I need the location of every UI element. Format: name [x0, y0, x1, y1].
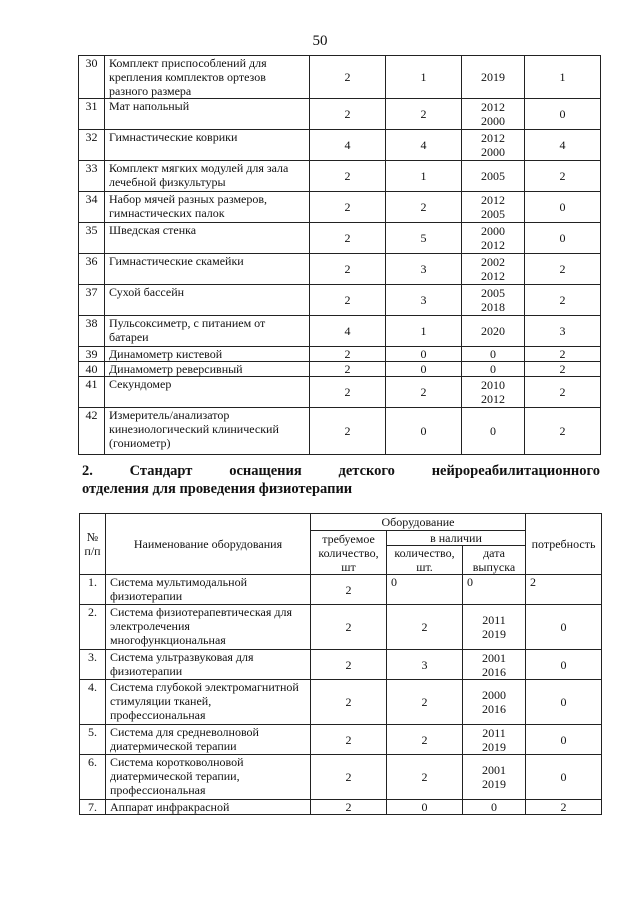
- release-year: 2000 2016: [463, 680, 526, 725]
- header-date: дата выпуска: [463, 546, 526, 575]
- row-number: 7.: [80, 800, 106, 815]
- release-year: 2002 2012: [462, 254, 525, 285]
- available-count: 0: [387, 800, 463, 815]
- need-count: 2: [525, 362, 601, 377]
- row-number: 42: [79, 408, 105, 455]
- need-count: 2: [525, 377, 601, 408]
- available-count: 0: [386, 408, 462, 455]
- row-number: 41: [79, 377, 105, 408]
- available-count: 2: [387, 605, 463, 650]
- equipment-name: Динамометр реверсивный: [105, 362, 310, 377]
- table-row: [79, 347, 601, 362]
- table-row: [79, 408, 601, 455]
- release-year: 0: [462, 408, 525, 455]
- required-count: 2: [310, 192, 386, 223]
- need-count: 0: [525, 99, 601, 130]
- equipment-name: Система мультимодальной физиотерапии: [106, 575, 311, 605]
- available-count: 3: [386, 285, 462, 316]
- required-count: 2: [310, 285, 386, 316]
- available-count: 3: [386, 254, 462, 285]
- table-row: [80, 575, 602, 605]
- release-year: 0: [462, 362, 525, 377]
- equipment-name: Комплект приспособлений для крепления комплектов ортезов разного размера: [105, 56, 310, 99]
- equipment-table-continued: [78, 55, 601, 455]
- table-row: [79, 161, 601, 192]
- row-number: 39: [79, 347, 105, 362]
- required-count: 2: [310, 408, 386, 455]
- need-count: 0: [526, 650, 602, 680]
- equipment-name: Мат напольный: [105, 99, 310, 130]
- need-count: 0: [525, 192, 601, 223]
- required-count: 2: [310, 99, 386, 130]
- equipment-name: Гимнастические коврики: [105, 130, 310, 161]
- required-count: 2: [311, 755, 387, 800]
- table-row: [79, 377, 601, 408]
- equipment-name: Шведская стенка: [105, 223, 310, 254]
- row-number: 2.: [80, 605, 106, 650]
- available-count: 0: [386, 347, 462, 362]
- section-word: детского: [338, 463, 395, 479]
- row-number: 1.: [80, 575, 106, 605]
- table-row: [79, 130, 601, 161]
- section-title-line2: отделения для проведения физиотерапии: [82, 481, 353, 497]
- section-number: 2.: [82, 463, 93, 479]
- required-count: 2: [311, 725, 387, 755]
- need-count: 0: [526, 680, 602, 725]
- need-count: 1: [525, 56, 601, 99]
- available-count: 5: [386, 223, 462, 254]
- required-count: 4: [310, 316, 386, 347]
- page-number: 50: [312, 33, 328, 49]
- equipment-name: Система для средневолновой диатермической терапии: [106, 725, 311, 755]
- header-equipment: Оборудование: [311, 514, 526, 531]
- available-count: 2: [387, 755, 463, 800]
- need-count: 2: [526, 575, 602, 605]
- equipment-name: Комплект мягких модулей для зала лечебной физкультуры: [105, 161, 310, 192]
- release-year: 2012 2000: [462, 99, 525, 130]
- available-count: 1: [386, 161, 462, 192]
- available-count: 2: [386, 99, 462, 130]
- equipment-name: Система ультразвуковая для физиотерапии: [106, 650, 311, 680]
- equipment-name: Набор мячей разных размеров, гимнастических палок: [105, 192, 310, 223]
- release-year: 2011 2019: [463, 605, 526, 650]
- row-number: 4.: [80, 680, 106, 725]
- required-count: 2: [310, 254, 386, 285]
- available-count: 2: [386, 192, 462, 223]
- available-count: 0: [386, 362, 462, 377]
- row-number: 30: [79, 56, 105, 99]
- need-count: 2: [525, 161, 601, 192]
- required-count: 2: [310, 377, 386, 408]
- equipment-name: Система физиотерапевтическая для электролечения многофункциональная: [106, 605, 311, 650]
- release-year: 2005 2018: [462, 285, 525, 316]
- required-count: 2: [310, 347, 386, 362]
- row-number: 38: [79, 316, 105, 347]
- header-required: требуемое количество, шт: [311, 531, 387, 575]
- table-row: [79, 99, 601, 130]
- row-number: 35: [79, 223, 105, 254]
- required-count: 2: [311, 680, 387, 725]
- table-row: [79, 316, 601, 347]
- available-count: 4: [386, 130, 462, 161]
- table-row: [80, 650, 602, 680]
- release-year: 0: [463, 800, 526, 815]
- table-row: [80, 725, 602, 755]
- need-count: 0: [526, 755, 602, 800]
- header-name: Наименование оборудования: [106, 514, 311, 575]
- equipment-name: Сухой бассейн: [105, 285, 310, 316]
- available-count: 3: [387, 650, 463, 680]
- equipment-name: Секундомер: [105, 377, 310, 408]
- header-num: № п/п: [80, 514, 106, 575]
- available-count: 1: [386, 56, 462, 99]
- required-count: 2: [310, 223, 386, 254]
- table-row: [79, 285, 601, 316]
- release-year: 0: [462, 347, 525, 362]
- header-need: потребность: [526, 514, 602, 575]
- available-count: 2: [387, 725, 463, 755]
- row-number: 33: [79, 161, 105, 192]
- release-year: 2010 2012: [462, 377, 525, 408]
- release-year: 2020: [462, 316, 525, 347]
- row-number: 3.: [80, 650, 106, 680]
- release-year: 2000 2012: [462, 223, 525, 254]
- header-quantity: количество, шт.: [387, 546, 463, 575]
- need-count: 3: [525, 316, 601, 347]
- available-count: 2: [386, 377, 462, 408]
- row-number: 37: [79, 285, 105, 316]
- section-word: Стандарт: [129, 463, 193, 479]
- required-count: 2: [311, 650, 387, 680]
- equipment-name: Система глубокой электромагнитной стимуляции тканей, профессиональная: [106, 680, 311, 725]
- release-year: 0: [463, 575, 526, 605]
- required-count: 2: [311, 605, 387, 650]
- table-row: [80, 680, 602, 725]
- row-number: 36: [79, 254, 105, 285]
- equipment-name: Аппарат инфракрасной: [106, 800, 311, 815]
- release-year: 2012 2000: [462, 130, 525, 161]
- need-count: 2: [525, 285, 601, 316]
- required-count: 2: [310, 362, 386, 377]
- equipment-name: Система коротковолновой диатермической терапии, профессиональная: [106, 755, 311, 800]
- need-count: 2: [525, 254, 601, 285]
- release-year: 2001 2016: [463, 650, 526, 680]
- release-year: 2001 2019: [463, 755, 526, 800]
- table-row: [79, 192, 601, 223]
- need-count: 0: [526, 725, 602, 755]
- table-row: [80, 755, 602, 800]
- table-row: [79, 223, 601, 254]
- row-number: 34: [79, 192, 105, 223]
- need-count: 2: [525, 408, 601, 455]
- section-word: нейрореабилитационного: [431, 463, 600, 479]
- row-number: 5.: [80, 725, 106, 755]
- release-year: 2005: [462, 161, 525, 192]
- section-word: оснащения: [229, 463, 302, 479]
- available-count: 0: [387, 575, 463, 605]
- available-count: 1: [386, 316, 462, 347]
- table-row: [80, 800, 602, 815]
- need-count: 2: [525, 347, 601, 362]
- table-row: [79, 254, 601, 285]
- release-year: 2011 2019: [463, 725, 526, 755]
- required-count: 2: [310, 56, 386, 99]
- need-count: 2: [526, 800, 602, 815]
- table-row: [79, 362, 601, 377]
- equipment-name: Гимнастические скамейки: [105, 254, 310, 285]
- required-count: 4: [310, 130, 386, 161]
- required-count: 2: [311, 575, 387, 605]
- header-in-stock: в наличии: [387, 531, 526, 546]
- row-number: 6.: [80, 755, 106, 800]
- table-row: [79, 56, 601, 99]
- need-count: 0: [526, 605, 602, 650]
- section-heading: [82, 462, 600, 498]
- required-count: 2: [311, 800, 387, 815]
- release-year: 2019: [462, 56, 525, 99]
- row-number: 31: [79, 99, 105, 130]
- table-row: [80, 605, 602, 650]
- equipment-name: Измеритель/анализатор кинезиологический клинический (гониометр): [105, 408, 310, 455]
- required-count: 2: [310, 161, 386, 192]
- need-count: 0: [525, 223, 601, 254]
- physiotherapy-equipment-table: [79, 513, 602, 815]
- available-count: 2: [387, 680, 463, 725]
- equipment-name: Динамометр кистевой: [105, 347, 310, 362]
- release-year: 2012 2005: [462, 192, 525, 223]
- row-number: 32: [79, 130, 105, 161]
- equipment-name: Пульсоксиметр, с питанием от батареи: [105, 316, 310, 347]
- row-number: 40: [79, 362, 105, 377]
- need-count: 4: [525, 130, 601, 161]
